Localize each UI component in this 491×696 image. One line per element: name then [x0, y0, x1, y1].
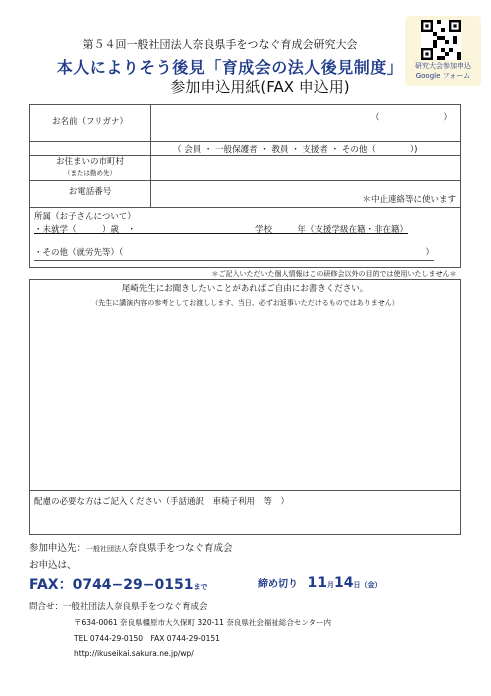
accommodation-box[interactable] — [30, 491, 461, 535]
question-box[interactable] — [30, 280, 461, 491]
website-link[interactable]: http://ikuseikai.sakura.ne.jp/wp/ — [74, 649, 194, 658]
main-title: 本人によりそう後見「育成会の法人後見制度」 — [56, 58, 404, 77]
tel-fax: TEL 0744-29-0150 FAX 0744-29-0151 — [74, 634, 220, 643]
address: 〒634-0061 奈良県橿原市大久保町 320-11 奈良県社会福祉総合センター内 — [74, 618, 332, 627]
question-sub: （先生に講演内容の参考としてお渡しします、当日、必ずお返事いただけるものではありません） — [91, 299, 399, 307]
application-form — [29, 104, 461, 535]
inquiry: 問合せ：一般社団法人奈良県手をつなぐ育成会 — [29, 602, 208, 612]
phone-label: お電話番号 — [30, 181, 151, 208]
apply-to: 参加申込先：一般社団法人奈良県手をつなぐ育成会 — [29, 543, 233, 554]
attribute-options[interactable]: （ 会員 ・ 一般保護者 ・ 教員 ・ 支援者 ・ その他（ ）) — [151, 142, 461, 156]
affiliation-line1: ・未就学（ ）歳 ・ 学校 年（支援学級在籍・非在籍） — [34, 225, 409, 235]
city-label: お住まいの市町村 （または勤め先） — [30, 156, 151, 181]
fax-number: FAX：0744−29−0151まで — [29, 577, 208, 593]
affiliation-label: 所属（お子さんについて） — [34, 212, 136, 222]
affiliation-line2: ・その他（就労先等）（ ） — [34, 247, 434, 261]
apply-method: お申込は、 — [29, 560, 77, 571]
question-heading: 尾崎先生にお聞きしたいことがあればご自由にお書きください。 — [121, 284, 369, 294]
accommodation-label: 配慮の必要な方はご記入ください（手話通訳 車椅子利用 等 ） — [34, 497, 290, 507]
form-title: 参加申込用紙(FAX 申込用) — [170, 78, 350, 96]
phone-note: ＊中止連絡等に使います — [362, 195, 456, 205]
qr-code-icon[interactable] — [421, 20, 461, 60]
conference-title: 第５４回一般社団法人奈良県手をつなぐ育成会研究大会 — [82, 38, 358, 51]
privacy-note: ＊ご記入いただいた個人情報はこの研修会以外の目的では使用いたしません＊ — [30, 268, 461, 280]
name-field[interactable]: （ ） — [151, 105, 461, 142]
qr-label: 研究大会参加申込 Google フォーム — [415, 62, 471, 80]
affiliation-section[interactable] — [30, 208, 461, 268]
city-field[interactable] — [151, 156, 461, 181]
name-label: お名前（フリガナ） — [30, 105, 151, 142]
phone-field[interactable] — [151, 181, 461, 208]
deadline: 締め切り 11月14日（金） — [258, 575, 382, 591]
